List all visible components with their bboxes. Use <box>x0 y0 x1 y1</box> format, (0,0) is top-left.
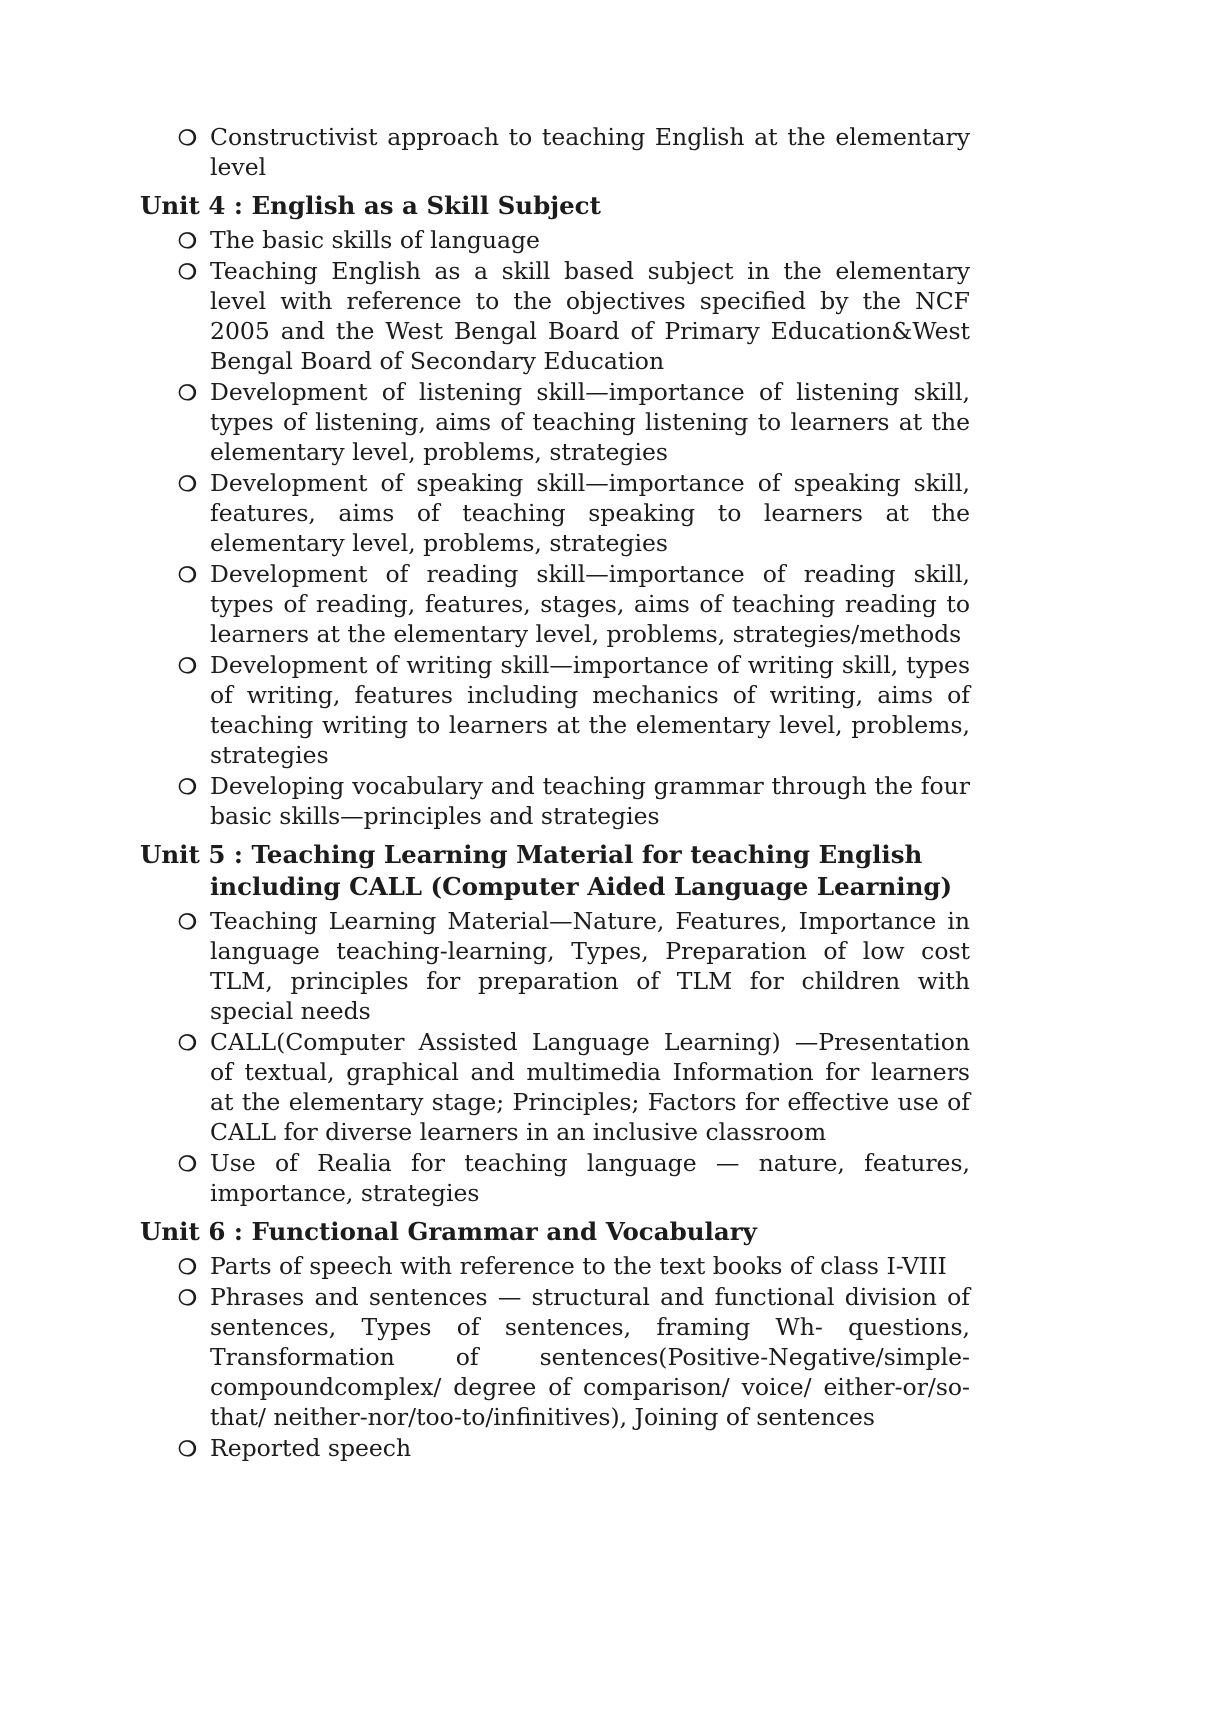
list-item <box>140 906 970 1026</box>
circle-bullet-icon: ❍ <box>178 1151 197 1176</box>
circle-bullet-icon: ❍ <box>178 471 197 496</box>
list-item <box>140 1148 970 1208</box>
list-item <box>140 256 970 376</box>
list-item-text: Teaching Learning Material—Nature, Features, Importance in language teaching-learning, Types, Preparation of low cost TLM, principles for preparation of TLM for children with special needs <box>210 907 970 1025</box>
list-item-text: Use of Realia for teaching language — nature, features, importance, strategies <box>210 1149 970 1207</box>
circle-bullet-icon: ❍ <box>178 562 197 587</box>
list-item <box>140 122 970 182</box>
list-item-text: Developing vocabulary and teaching grammar through the four basic skills—principles and strategies <box>210 772 970 830</box>
list-item-text: Parts of speech with reference to the text books of class I-VIII <box>210 1252 947 1280</box>
unit-6-heading: Unit 6 : Functional Grammar and Vocabulary <box>140 1217 757 1246</box>
list-item-text: Reported speech <box>210 1434 412 1462</box>
circle-bullet-icon: ❍ <box>178 1436 197 1461</box>
list-item-text: Development of reading skill—importance of reading skill, types of reading, features, stages, aims of teaching reading to learners at the elementary level, problems, strategies/methods <box>210 560 970 648</box>
list-item-text: Constructivist approach to teaching English at the elementary level <box>210 123 970 181</box>
list-item-text: Development of listening skill—importance of listening skill, types of listening, aims of teaching listening to learners at the elementary level, problems, strategies <box>210 378 970 466</box>
unit-5-heading: Unit 5 : Teaching Learning Material for teaching English including CALL (Computer Aided Language Learning) <box>140 840 953 901</box>
circle-bullet-icon: ❍ <box>178 125 197 150</box>
list-item <box>140 1251 970 1281</box>
circle-bullet-icon: ❍ <box>178 909 197 934</box>
list-item-text: Development of writing skill—importance of writing skill, types of writing, features including mechanics of writing, aims of teaching writing to learners at the elementary level, problems, strategies <box>210 651 970 769</box>
list-item-text: Development of speaking skill—importance of speaking skill, features, aims of teaching speaking to learners at the elementary level, problems, strategies <box>210 469 970 557</box>
list-item <box>140 468 970 558</box>
circle-bullet-icon: ❍ <box>178 228 197 253</box>
circle-bullet-icon: ❍ <box>178 1285 197 1310</box>
list-item <box>140 377 970 467</box>
list-item <box>140 771 970 831</box>
list-item-text: Phrases and sentences — structural and functional division of sentences, Types of sentences, framing Wh- questions, Transformation of sentences(Positive-Negative/simple-compoundcomplex/ degree of comparison/ voice/ either-or/so-that/ neither-nor/too-to/infinitives), Joining of sentences <box>210 1283 970 1431</box>
circle-bullet-icon: ❍ <box>178 259 197 284</box>
list-item <box>140 1282 970 1432</box>
list-item <box>140 1433 970 1463</box>
circle-bullet-icon: ❍ <box>178 1030 197 1055</box>
circle-bullet-icon: ❍ <box>178 380 197 405</box>
list-item <box>140 1027 970 1147</box>
list-item-text: Teaching English as a skill based subject in the elementary level with reference to the objectives specified by the NCF 2005 and the West Bengal Board of Primary Education&West Bengal Board of Secondary Education <box>210 257 970 375</box>
list-item-text: The basic skills of language <box>210 226 540 254</box>
circle-bullet-icon: ❍ <box>178 1254 197 1279</box>
document-content <box>140 122 970 1464</box>
list-item-text: CALL(Computer Assisted Language Learning) —Presentation of textual, graphical and multimedia Information for learners at the elementary stage; Principles; Factors for effective use of CALL for diverse learners in an inclusive classroom <box>210 1028 970 1146</box>
circle-bullet-icon: ❍ <box>178 653 197 678</box>
circle-bullet-icon: ❍ <box>178 774 197 799</box>
unit-4-heading: Unit 4 : English as a Skill Subject <box>140 191 601 220</box>
list-item <box>140 225 970 255</box>
list-item <box>140 650 970 770</box>
list-item <box>140 559 970 649</box>
